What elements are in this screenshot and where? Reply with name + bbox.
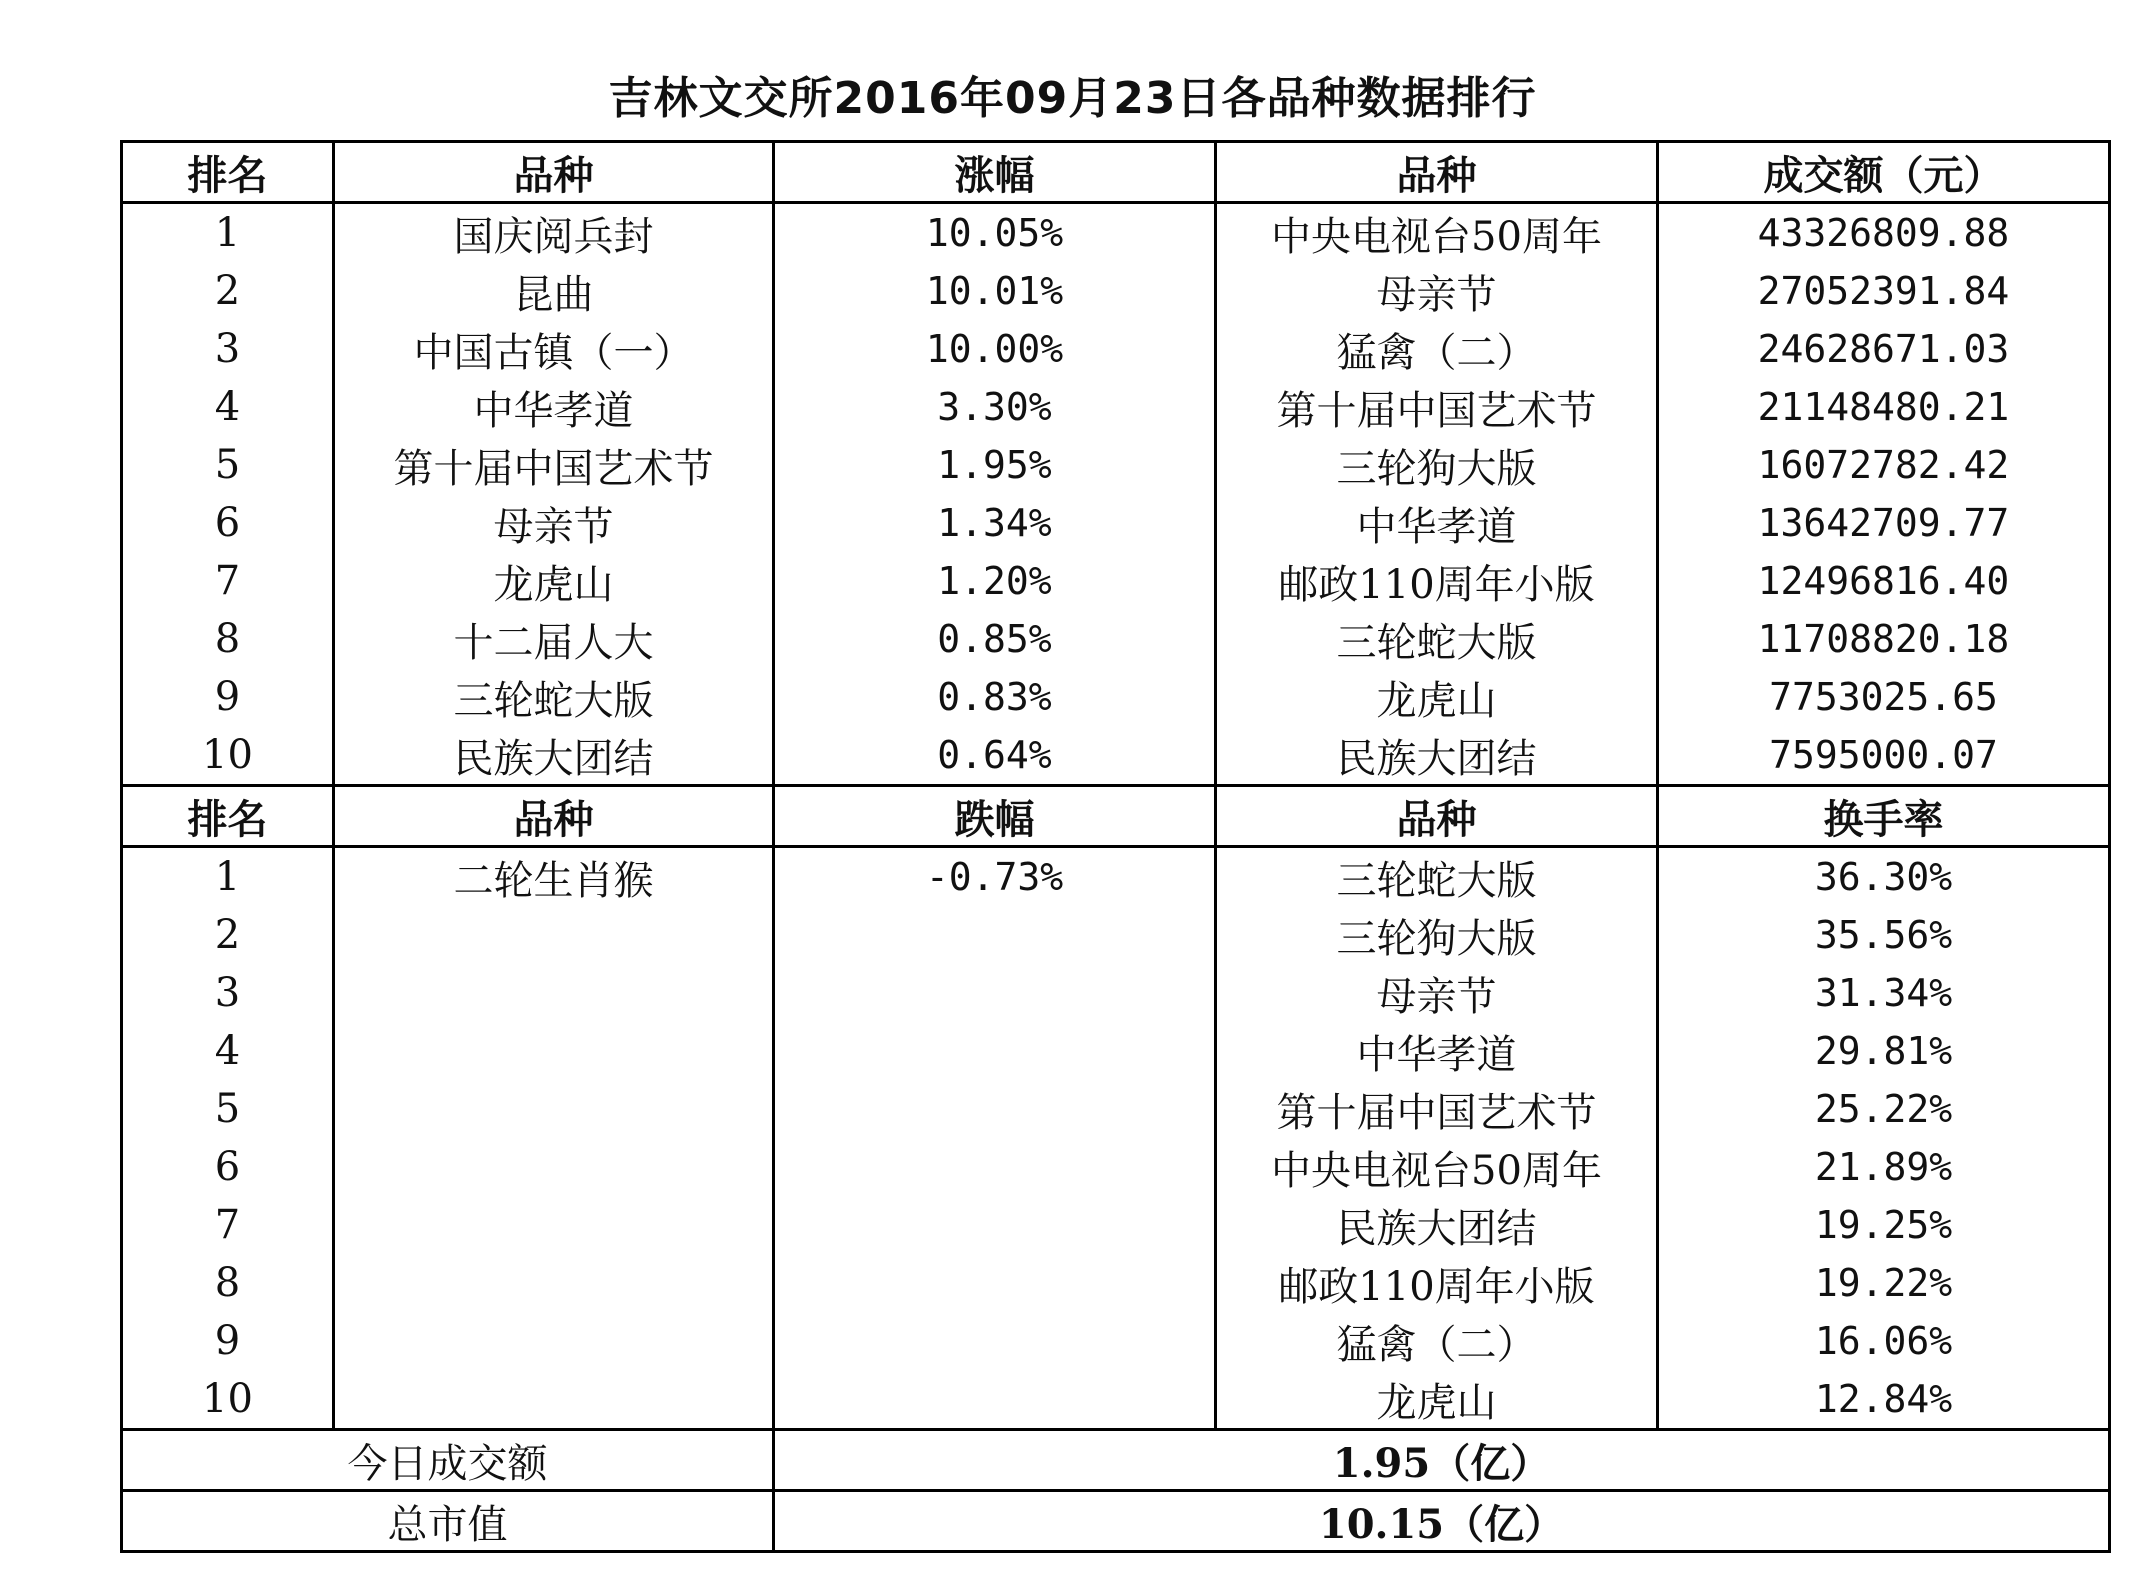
table-row [122,668,2110,726]
change-cell [774,906,1216,964]
column-header: 品种 [334,786,774,847]
value-cell: 12.84% [1658,1370,2110,1430]
variety-cell: 龙虎山 [1216,1370,1658,1430]
table-row [122,1080,2110,1138]
change-cell [774,1022,1216,1080]
column-header: 成交额（元） [1658,142,2110,203]
variety-cell [334,964,774,1022]
variety-cell: 龙虎山 [334,552,774,610]
rank-cell: 2 [122,262,334,320]
change-cell: 0.85% [774,610,1216,668]
variety-cell: 中华孝道 [1216,494,1658,552]
value-cell: 24628671.03 [1658,320,2110,378]
rank-cell: 4 [122,1022,334,1080]
table-row [122,906,2110,964]
variety-cell: 猛禽（二） [1216,1312,1658,1370]
table-row [122,1370,2110,1430]
table-row [122,552,2110,610]
column-header: 品种 [1216,142,1658,203]
variety-cell: 二轮生肖猴 [334,847,774,907]
value-cell: 43326809.88 [1658,203,2110,263]
rank-cell: 8 [122,610,334,668]
variety-cell: 龙虎山 [1216,668,1658,726]
value-cell: 35.56% [1658,906,2110,964]
table-row [122,1312,2110,1370]
value-cell: 7753025.65 [1658,668,2110,726]
column-header: 排名 [122,786,334,847]
table-row [122,320,2110,378]
table-row [122,1138,2110,1196]
value-cell: 36.30% [1658,847,2110,907]
change-cell: 3.30% [774,378,1216,436]
variety-cell: 母亲节 [1216,964,1658,1022]
rank-cell: 10 [122,726,334,786]
table-row [122,494,2110,552]
value-cell: 19.25% [1658,1196,2110,1254]
table-row [122,726,2110,786]
variety-cell: 三轮狗大版 [1216,436,1658,494]
rank-cell: 9 [122,1312,334,1370]
change-cell [774,1138,1216,1196]
rank-cell: 6 [122,1138,334,1196]
rank-cell: 1 [122,847,334,907]
value-cell: 13642709.77 [1658,494,2110,552]
table-row [122,436,2110,494]
table-row [122,1196,2110,1254]
column-header: 品种 [1216,786,1658,847]
change-cell: 1.20% [774,552,1216,610]
rank-cell: 7 [122,1196,334,1254]
variety-cell: 三轮蛇大版 [334,668,774,726]
value-cell: 19.22% [1658,1254,2110,1312]
value-cell: 29.81% [1658,1022,2110,1080]
summary-value: 1.95（亿） [774,1430,2110,1491]
ranking-table-body [122,142,2110,1552]
change-cell: 10.05% [774,203,1216,263]
variety-cell [334,906,774,964]
value-cell: 31.34% [1658,964,2110,1022]
variety-cell: 国庆阅兵封 [334,203,774,263]
rank-cell: 5 [122,1080,334,1138]
rank-cell: 3 [122,964,334,1022]
value-cell: 16072782.42 [1658,436,2110,494]
change-cell: -0.73% [774,847,1216,907]
variety-cell: 民族大团结 [1216,1196,1658,1254]
variety-cell: 第十届中国艺术节 [1216,1080,1658,1138]
header-row [122,142,2110,203]
change-cell: 10.01% [774,262,1216,320]
variety-cell: 邮政110周年小版 [1216,552,1658,610]
page-title: 吉林文交所2016年09月23日各品种数据排行 [608,73,1537,124]
rank-cell: 2 [122,906,334,964]
variety-cell: 中华孝道 [1216,1022,1658,1080]
ranking-table [120,140,2111,1553]
variety-cell [334,1312,774,1370]
change-cell: 0.64% [774,726,1216,786]
rank-cell: 10 [122,1370,334,1430]
value-cell: 11708820.18 [1658,610,2110,668]
change-cell [774,1312,1216,1370]
change-cell: 10.00% [774,320,1216,378]
rank-cell: 4 [122,378,334,436]
change-cell [774,1196,1216,1254]
variety-cell [334,1370,774,1430]
value-cell: 21148480.21 [1658,378,2110,436]
change-cell: 0.83% [774,668,1216,726]
variety-cell [334,1254,774,1312]
rank-cell: 9 [122,668,334,726]
header-row [122,786,2110,847]
rank-cell: 7 [122,552,334,610]
variety-cell [334,1196,774,1254]
table-row [122,378,2110,436]
variety-cell: 母亲节 [1216,262,1658,320]
column-header: 品种 [334,142,774,203]
column-header: 排名 [122,142,334,203]
value-cell: 16.06% [1658,1312,2110,1370]
rank-cell: 1 [122,203,334,263]
table-row [122,1022,2110,1080]
change-cell [774,1370,1216,1430]
variety-cell: 邮政110周年小版 [1216,1254,1658,1312]
change-cell [774,1254,1216,1312]
variety-cell: 三轮蛇大版 [1216,610,1658,668]
rank-cell: 5 [122,436,334,494]
change-cell: 1.95% [774,436,1216,494]
variety-cell: 民族大团结 [334,726,774,786]
variety-cell: 第十届中国艺术节 [334,436,774,494]
summary-row [122,1491,2110,1552]
variety-cell: 中央电视台50周年 [1216,1138,1658,1196]
table-row [122,610,2110,668]
variety-cell: 中华孝道 [334,378,774,436]
summary-label: 今日成交额 [122,1430,774,1491]
rank-cell: 8 [122,1254,334,1312]
value-cell: 21.89% [1658,1138,2110,1196]
variety-cell: 民族大团结 [1216,726,1658,786]
rank-cell: 3 [122,320,334,378]
variety-cell: 第十届中国艺术节 [1216,378,1658,436]
summary-row [122,1430,2110,1491]
value-cell: 12496816.40 [1658,552,2110,610]
column-header: 涨幅 [774,142,1216,203]
column-header: 换手率 [1658,786,2110,847]
value-cell: 7595000.07 [1658,726,2110,786]
summary-label: 总市值 [122,1491,774,1552]
table-row [122,847,2110,907]
change-cell: 1.34% [774,494,1216,552]
table-row [122,964,2110,1022]
variety-cell: 三轮蛇大版 [1216,847,1658,907]
variety-cell: 十二届人大 [334,610,774,668]
table-row [122,1254,2110,1312]
value-cell: 27052391.84 [1658,262,2110,320]
variety-cell: 中国古镇（一） [334,320,774,378]
variety-cell: 昆曲 [334,262,774,320]
value-cell: 25.22% [1658,1080,2110,1138]
table-row [122,262,2110,320]
variety-cell: 母亲节 [334,494,774,552]
rank-cell: 6 [122,494,334,552]
change-cell [774,1080,1216,1138]
change-cell [774,964,1216,1022]
column-header: 跌幅 [774,786,1216,847]
variety-cell [334,1080,774,1138]
summary-value: 10.15（亿） [774,1491,2110,1552]
variety-cell: 三轮狗大版 [1216,906,1658,964]
variety-cell [334,1138,774,1196]
variety-cell: 中央电视台50周年 [1216,203,1658,263]
table-row [122,203,2110,263]
variety-cell [334,1022,774,1080]
variety-cell: 猛禽（二） [1216,320,1658,378]
